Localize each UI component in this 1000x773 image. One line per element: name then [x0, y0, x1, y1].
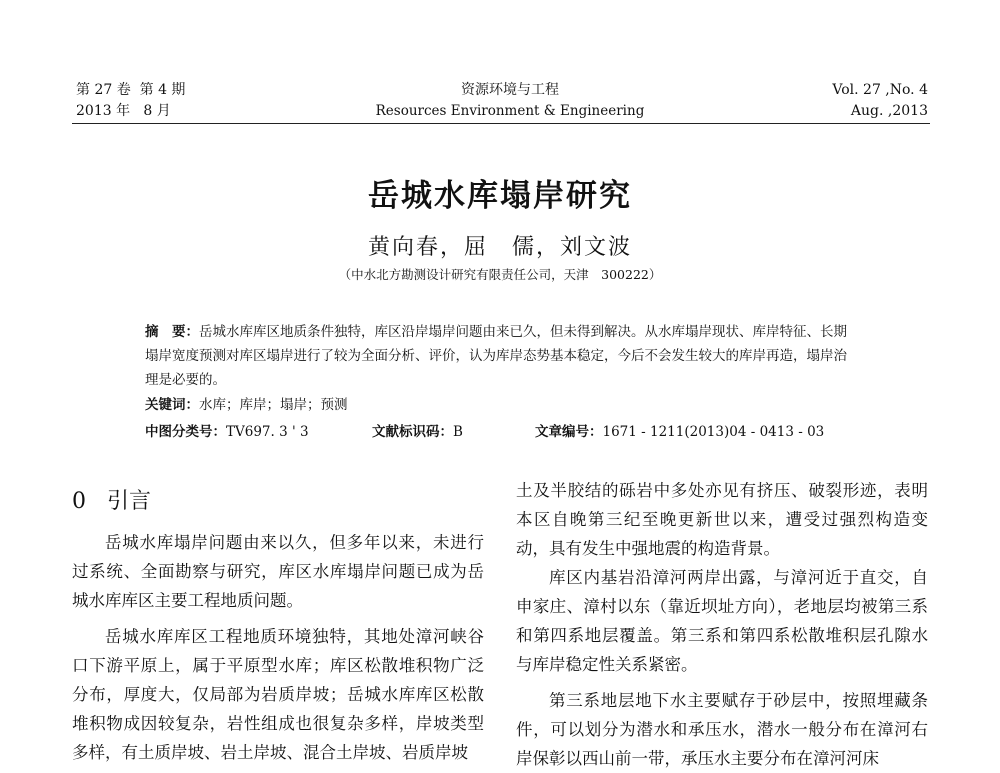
volume-issue-en: Vol. 27 ,No. 4 [832, 82, 928, 98]
keywords [145, 393, 348, 413]
abstract [145, 320, 860, 392]
paragraph: 土及半胶结的砾岩中多处亦见有挤压、破裂形迹，表明本区自晚第三纪至晚更新世以来，遭受过强烈构造变动，具有发生中强地震的构造背景。 [516, 481, 928, 558]
journal-name-en: Resources Environment & Engineering [375, 103, 645, 119]
date-en: Aug. ,2013 [850, 103, 928, 119]
abstract-text: 岳城水库库区地质条件独特，库区沿岸塌岸问题由来已久，但未得到解决。从水库塌岸现状、库岸特征、长期塌岸宽度预测对库区塌岸进行了较为全面分析、评价，认为库岸态势基本稳定，今后不会发生较大的库岸再造，塌岸治理是必要的。 [145, 324, 847, 388]
header-center [370, 80, 650, 122]
article-number-value: 1671 - 1211(2013)04 - 0413 - 03 [602, 424, 825, 440]
date-cn: 2013 年 8 月 [76, 103, 171, 119]
section-number: 0 [72, 489, 86, 514]
journal-name-cn: 资源环境与工程 [461, 82, 559, 98]
left-column [72, 528, 484, 767]
paragraph: 库区内基岩沿漳河两岸出露，与漳河近于直交，自申家庄、漳村以东（靠近坝址方向），老地层均被第三系和第四系地层覆盖。第三系和第四系松散堆积层孔隙水与库岸稳定性关系紧密。 [516, 568, 928, 674]
abstract-label: 摘 要： [145, 324, 199, 340]
section-title: 引言 [106, 489, 151, 514]
keywords-label: 关键词： [145, 397, 199, 413]
keywords-text: 水库；库岸；塌岸；预测 [199, 397, 348, 413]
paragraph: 岳城水库库区工程地质环境独特，其地处漳河峡谷口下游平原上，属于平原型水库；库区松散堆积物广泛分布，厚度大，仅局部为岩质岸坡；岳城水库库区松散堆积物成因较复杂，岩性组成也很复杂多样，岸坡类型多样，有土质岸坡、岩土岸坡、混合土岸坡、岩质岸坡 [72, 627, 484, 762]
header-left [76, 80, 185, 122]
doc-code-label: 文献标识码： [372, 424, 453, 440]
doc-code-value: B [453, 424, 463, 440]
header-right [832, 80, 928, 122]
article-number-label: 文章编号： [535, 424, 603, 440]
paragraph: 第三系地层地下水主要赋存于砂层中，按照埋藏条件，可以划分为潜水和承压水，潜水一般分布在漳河右岸保彰以西山前一带，承压水主要分布在漳河河床 [516, 691, 928, 768]
volume-issue-cn: 第 27 卷 第 4 期 [76, 82, 186, 98]
paragraph: 岳城水库塌岸问题由来以久，但多年以来，未进行过系统、全面勘察与研究，库区水库塌岸问题已成为岳城水库库区主要工程地质问题。 [72, 533, 484, 610]
section-heading [72, 484, 151, 515]
clc-value: TV697. 3 ' 3 [226, 424, 309, 440]
affiliation: （中水北方勘测设计研究有限责任公司，天津 300222） [338, 267, 662, 282]
authors: 黄向春，屈 儒，刘文波 [367, 235, 632, 260]
right-column [516, 476, 928, 773]
header-rule [72, 123, 930, 124]
clc-label: 中图分类号： [145, 424, 226, 440]
paper-title: 岳城水库塌岸研究 [368, 178, 632, 214]
